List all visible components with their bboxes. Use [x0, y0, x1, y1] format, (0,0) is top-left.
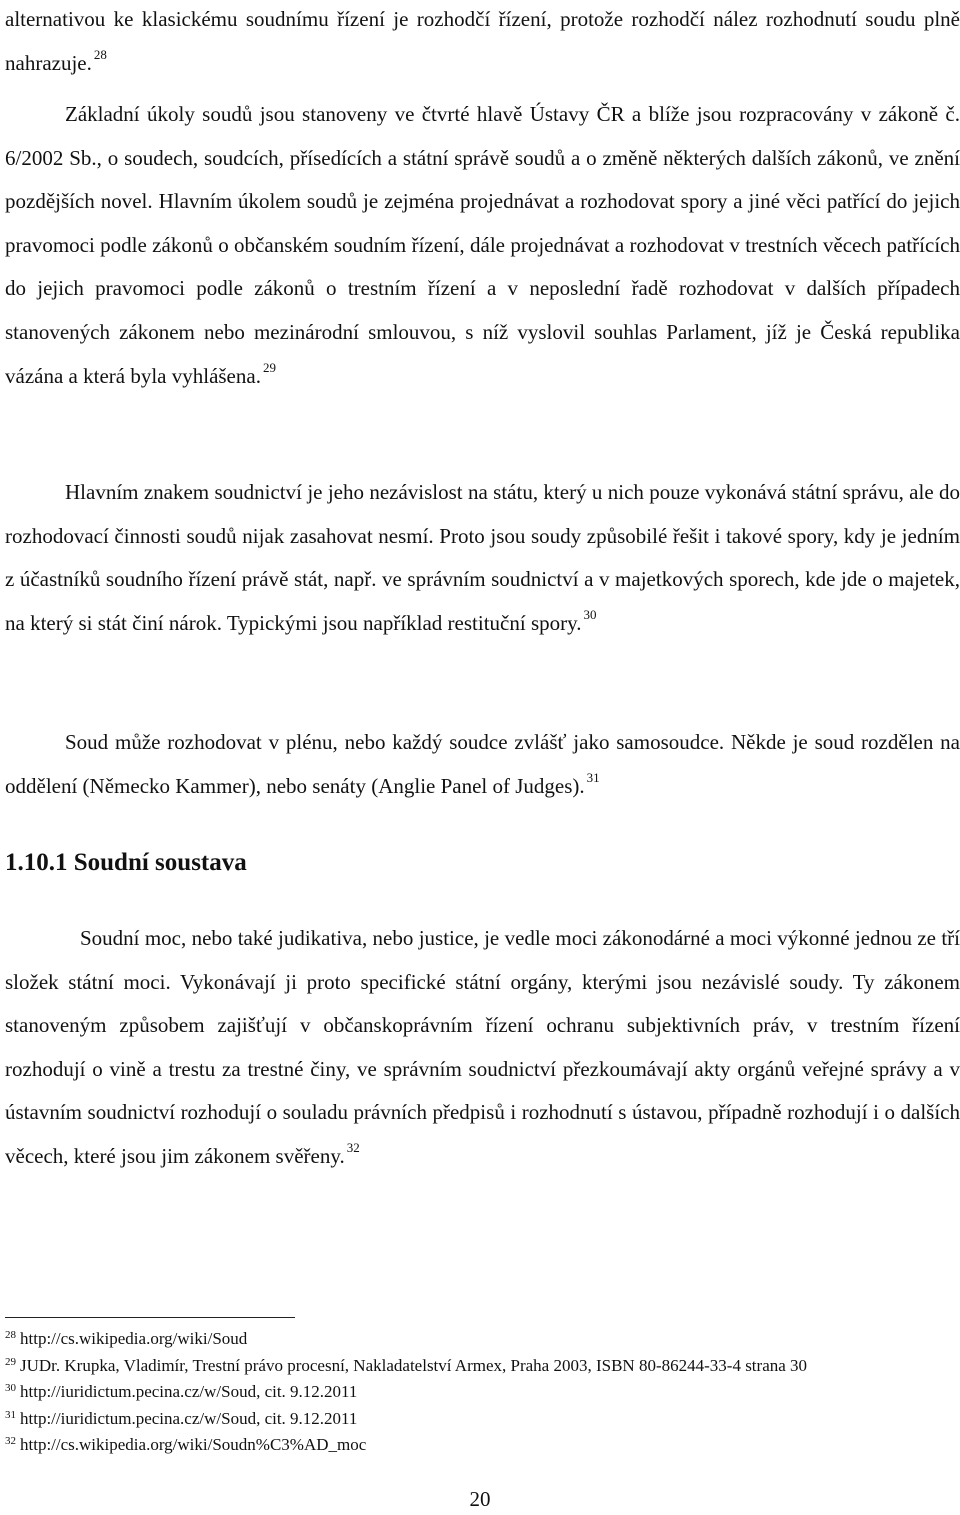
- footnote-item: [5, 1407, 955, 1434]
- footnote-ref-31[interactable]: 31: [586, 769, 600, 785]
- paragraph-court-tasks: [5, 93, 960, 398]
- footnote-item: [5, 1327, 955, 1354]
- paragraph-judicial-power: [5, 917, 960, 1179]
- footnote-text[interactable]: http://iuridictum.pecina.cz/w/Soud, cit. 9.12.2011: [20, 1382, 358, 1401]
- footnote-number: 32: [5, 1435, 16, 1447]
- paragraph-text: Hlavním znakem soudnictví je jeho nezávislost na státu, který u nich pouze vykonává státní správu, ale do rozhodovací činnosti soudů nijak zasahovat nesmí. Proto jsou soudy způsobilé řešit i takové spory, kdy je jedním z účastníků soudního řízení právě stát, např. ve správním soudnictví a v majetkových sporech, kde jde o majetek, na který si stát činí nárok. Typickými jsou například restituční spory.: [5, 480, 960, 635]
- paragraph-text: Soud může rozhodovat v plénu, nebo každý soudce zvlášť jako samosoudce. Někde je soud rozdělen na oddělení (Německo Kammer), nebo senáty (Anglie Panel of Judges).: [5, 730, 960, 798]
- footnote-item: [5, 1380, 955, 1407]
- paragraph-plenum: [5, 721, 960, 808]
- footnote-list: [5, 1327, 955, 1460]
- footnote-text[interactable]: http://iuridictum.pecina.cz/w/Soud, cit. 9.12.2011: [20, 1408, 358, 1428]
- footnote-ref-28[interactable]: 28: [93, 46, 107, 62]
- footnote-number: 28: [5, 1329, 16, 1341]
- paragraph-text: Soudní moc, nebo také judikativa, nebo justice, je vedle moci zákonodárné a moci výkonné jednou ze tří složek státní moci. Vykonávají ji proto specifické státní orgány, kterými jsou nezávislé soudy. Ty zákonem stanoveným způsobem zajišťují v občanskoprávním řízení ochranu subjektivních práv, v trestním řízení rozhodují o vině a trestu za trestné činy, ve správním soudnictví přezkoumávají akty orgánů veřejné správy a v ústavním soudnictví rozhodují o souladu právních předpisů i rozhodnutí s ústavou, případně rozhodují i o dalších věcech, které jsou jim zákonem svěřeny.: [5, 926, 960, 1168]
- footnote-number: 29: [5, 1355, 16, 1368]
- section-heading: 1.10.1 Soudní soustava: [5, 849, 247, 876]
- footnote-number: 30: [5, 1382, 16, 1394]
- paragraph-independence: [5, 471, 960, 645]
- footnote-number: 31: [5, 1408, 16, 1421]
- paragraph-text: Základní úkoly soudů jsou stanoveny ve čtvrté hlavě Ústavy ČR a blíže jsou rozpracovány v zákoně č. 6/2002 Sb., o soudech, soudcích, přísedících a státní správě soudů a o změně některých dalších zákonů, ve znění pozdějších novel. Hlavním úkolem soudů je zejména projednávat a rozhodovat spory a jiné věci patřící do jejich pravomoci podle zákonů o občanském soudním řízení, dále projednávat a rozhodovat v trestních věcech patřících do jejich pravomoci podle zákonů o trestním řízení a v neposlední řadě rozhodovat v dalších případech stanovených zákonem nebo mezinárodní smlouvou, s níž vyslovil souhlas Parlament, jíž je Česká republika vázána a která byla vyhlášena.: [5, 102, 960, 388]
- page-number: 20: [469, 1487, 491, 1511]
- footnote-item: [5, 1354, 955, 1381]
- footnote-ref-29[interactable]: 29: [262, 359, 276, 375]
- footnote-ref-32[interactable]: 32: [346, 1139, 360, 1155]
- footnote-text: JUDr. Krupka, Vladimír, Trestní právo procesní, Nakladatelství Armex, Praha 2003, ISBN 80-86244-33-4 strana 30: [20, 1355, 808, 1375]
- footnote-text[interactable]: http://cs.wikipedia.org/wiki/Soudn%C3%AD_moc: [20, 1435, 367, 1454]
- paragraph-continuation: [5, 0, 960, 85]
- footnote-ref-30[interactable]: 30: [583, 606, 597, 622]
- paragraph-text: alternativou ke klasickému soudnímu řízení je rozhodčí řízení, protože rozhodčí nález rozhodnutí soudu plně nahrazuje.: [5, 7, 960, 75]
- footnote-item: [5, 1433, 955, 1460]
- footnote-text[interactable]: http://cs.wikipedia.org/wiki/Soud: [20, 1329, 248, 1348]
- footnote-separator: [5, 1317, 295, 1318]
